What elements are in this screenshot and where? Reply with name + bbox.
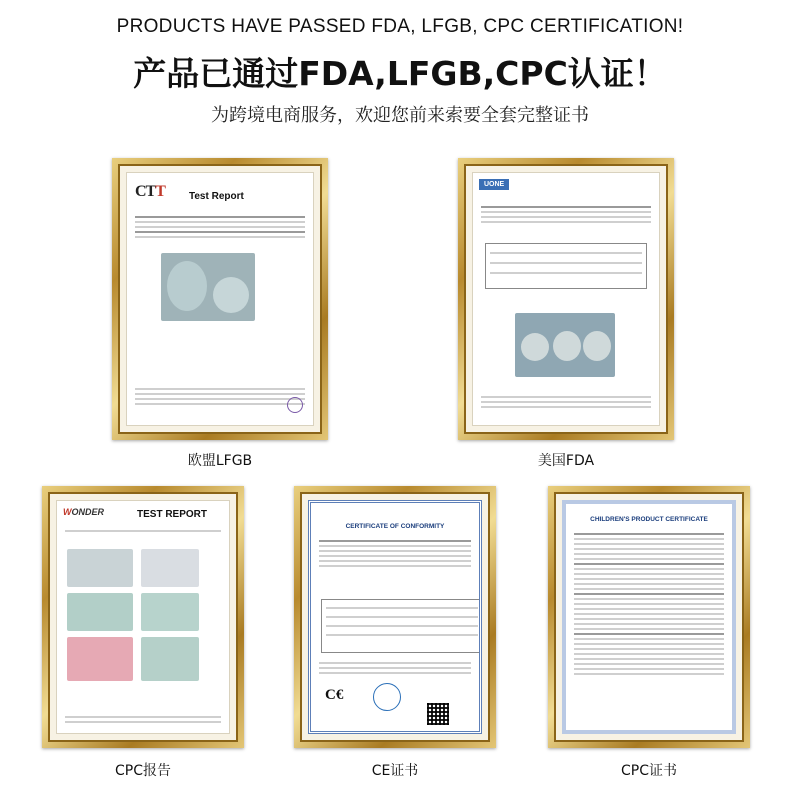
fda-test-report bbox=[472, 172, 660, 426]
certificate-frame-ce bbox=[294, 486, 496, 748]
header-title-cn: 产品已通过FDA,LFGB,CPC认证！ bbox=[133, 54, 667, 93]
seal-icon bbox=[287, 397, 303, 413]
ce-mark-icon: C€ bbox=[325, 687, 344, 703]
certificate-frame-cpc-cert bbox=[548, 486, 750, 748]
cpc-cert-title: CHILDREN'S PRODUCT CERTIFICATE bbox=[590, 516, 708, 523]
ce-cert-title: CERTIFICATE OF CONFORMITY bbox=[345, 523, 445, 530]
product-photo bbox=[161, 253, 255, 321]
ctt-logo: CTT bbox=[135, 183, 165, 200]
product-photo-3 bbox=[67, 593, 133, 631]
cpc-certificate bbox=[562, 500, 736, 734]
certificate-frame-lfgb bbox=[112, 158, 328, 440]
wonder-logo: WONDER bbox=[63, 507, 105, 517]
seal-icon bbox=[373, 683, 401, 711]
caption-ce: CE证书 bbox=[371, 763, 419, 779]
certificate-frame-cpc-report bbox=[42, 486, 244, 748]
caption-fda: 美国FDA bbox=[537, 453, 595, 469]
caption-cpc-report: CPC报告 bbox=[115, 763, 171, 779]
product-photo-5 bbox=[67, 637, 133, 681]
qr-code-icon bbox=[427, 703, 449, 725]
product-photo-4 bbox=[141, 593, 199, 631]
header-subtitle: 为跨境电商服务，欢迎您前来索要全套完整证书 bbox=[211, 105, 589, 126]
caption-lfgb: 欧盟LFGB bbox=[187, 453, 253, 469]
uone-logo: UONE bbox=[479, 179, 509, 190]
cpc-report-title: TEST REPORT bbox=[137, 509, 208, 520]
header-title-en: PRODUCTS HAVE PASSED FDA, LFGB, CPC CERTIFICATION! bbox=[116, 16, 684, 37]
product-photo bbox=[515, 313, 615, 377]
product-photo-2 bbox=[141, 549, 199, 587]
product-photo-6 bbox=[141, 637, 199, 681]
certificate-frame-fda bbox=[458, 158, 674, 440]
standards-table bbox=[321, 599, 482, 653]
ce-certificate bbox=[308, 500, 482, 734]
lfgb-doc-title: Test Report bbox=[189, 191, 244, 202]
lfgb-test-report bbox=[126, 172, 314, 426]
product-photo-1 bbox=[67, 549, 133, 587]
caption-cpc-cert: CPC证书 bbox=[621, 763, 677, 779]
cpc-test-report bbox=[56, 500, 230, 734]
results-table bbox=[485, 243, 647, 289]
